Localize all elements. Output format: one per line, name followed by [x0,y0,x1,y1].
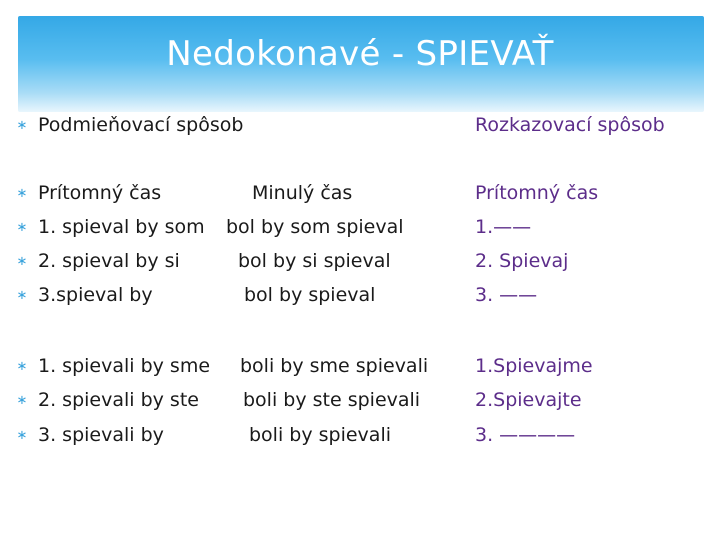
present-tense-heading: Prítomný čas [38,182,162,204]
conditional-past-2pl: boli by ste spievali [243,389,421,411]
bullet-icon: ∗ [16,219,28,234]
imperative-2pl: 2.Spievajte [475,389,582,411]
bullet-icon: ∗ [16,287,28,302]
imperative-3pl: 3. ———— [475,424,576,446]
conditional-present-3pl: 3. spievali by [38,424,164,446]
past-tense-heading: Minulý čas [252,182,353,204]
conditional-past-3sg: bol by spieval [244,284,376,306]
bullet-icon: ∗ [16,185,28,200]
bullet-icon: ∗ [16,392,28,407]
conditional-past-1sg: bol by som spieval [226,216,404,238]
conditional-past-2sg: bol by si spieval [238,250,391,272]
imperative-present-heading: Prítomný čas [475,182,599,204]
bullet-icon: ∗ [16,358,28,373]
slide-title: Nedokonavé - SPIEVAŤ [166,34,554,74]
conditional-present-2pl: 2. spievali by ste [38,389,199,411]
imperative-1sg: 1.—— [475,216,532,238]
conditional-mood-heading: Podmieňovací spôsob [38,114,244,136]
imperative-2sg: 2. Spievaj [475,250,569,272]
bullet-icon: ∗ [16,117,28,132]
conditional-present-2sg: 2. spieval by si [38,250,180,272]
conditional-past-3pl: boli by spievali [249,424,391,446]
imperative-mood-heading: Rozkazovací spôsob [475,114,665,136]
conditional-present-1pl: 1. spievali by sme [38,355,211,377]
bullet-icon: ∗ [16,253,28,268]
bullet-icon: ∗ [16,427,28,442]
imperative-1pl: 1.Spievajme [475,355,593,377]
conditional-present-1sg: 1. spieval by som [38,216,205,238]
imperative-3sg: 3. —— [475,284,538,306]
conditional-present-3sg: 3.spieval by [38,284,153,306]
conditional-past-1pl: boli by sme spievali [240,355,429,377]
